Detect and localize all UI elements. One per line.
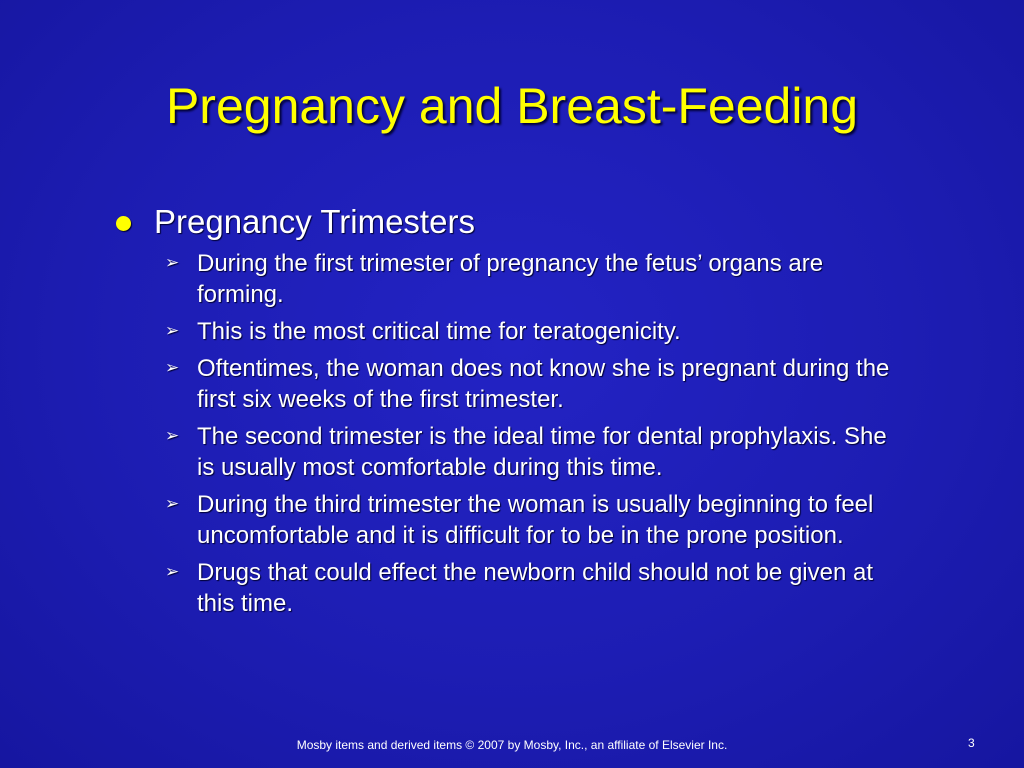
arrow-bullet-icon: ➢ [165,494,180,514]
slide-footer: Mosby items and derived items © 2007 by Mosby, Inc., an affiliate of Elsevier Inc. [296,738,728,752]
arrow-bullet-icon: ➢ [165,358,180,378]
slide-title: Pregnancy and Breast-Feeding [165,78,859,134]
subpoint [163,489,903,551]
slide-content [112,200,932,625]
subpoint-list [112,248,903,619]
subpoint-text: Oftentimes, the woman does not know she is pregnant during the first six weeks of the first trimester. [197,355,890,413]
subpoint-text: During the first trimester of pregnancy the fetus’ organs are forming. [197,250,824,308]
main-bullet-text: Pregnancy Trimesters [154,203,475,240]
subpoint-text: Drugs that could effect the newborn child should not be given at this time. [197,559,873,617]
yellow-dot-bullet-icon [116,216,131,231]
subpoint [163,316,903,347]
subpoint [163,353,903,415]
subpoint [163,557,903,619]
page-number: 3 [968,736,975,750]
subpoint [163,248,903,310]
arrow-bullet-icon: ➢ [165,426,180,446]
subpoint-text: This is the most critical time for teratogenicity. [197,318,681,345]
arrow-bullet-icon: ➢ [165,562,180,582]
arrow-bullet-icon: ➢ [165,321,180,341]
main-bullet [112,200,932,244]
subpoint [163,421,903,483]
subpoint-text: During the third trimester the woman is usually beginning to feel uncomfortable and it is difficult for to be in the prone position. [197,491,874,549]
arrow-bullet-icon: ➢ [165,253,180,273]
subpoint-text: The second trimester is the ideal time for dental prophylaxis. She is usually most comfortable during this time. [197,423,887,481]
